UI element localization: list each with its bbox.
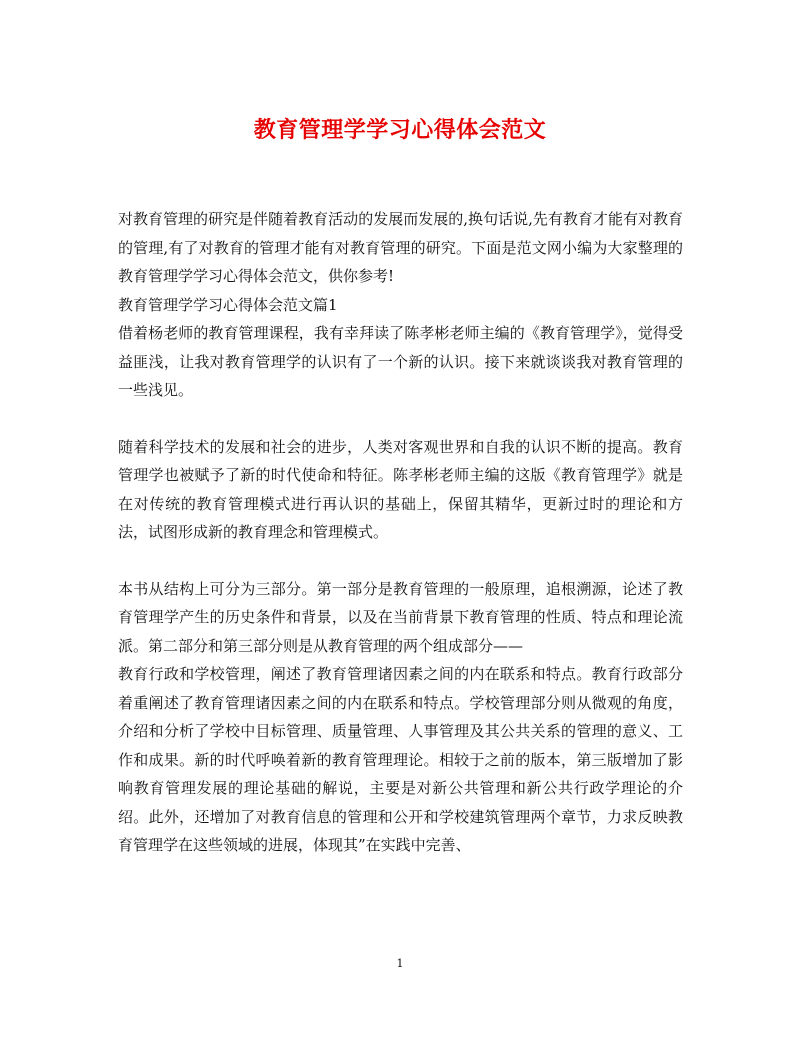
document-body — [118, 205, 683, 860]
document-title: 教育管理学学习心得体会范文 — [253, 117, 547, 143]
body-paragraph-4: 教育行政和学校管理，阐述了教育管理诸因素之间的内在联系和特点。教育行政部分着重阐述了教育管理诸因素之间的内在联系和特点。学校管理部分则从微观的角度，介绍和分析了学校中目标管理、质量管理、人事管理及其公共关系的管理的意义、工作和成果。新的时代呼唤着新的教育管理理论。相较于之前的版本，第三版增加了影响教育管理发展的理论基础的解说，主要是对新公共管理和新公共行政学理论的介绍。此外，还增加了对教育信息的管理和公开和学校建筑管理两个章节，力求反映教育管理学在这些领域的进展，体现其”在实践中完善、 — [118, 665, 683, 854]
body-paragraph-1: 借着杨老师的教育管理课程，我有幸拜读了陈孝彬老师主编的《教育管理学》，觉得受益匪浅，让我对教育管理学的认识有了一个新的认识。接下来就谈谈我对教育管理的一些浅见。 — [118, 324, 683, 399]
paragraph-spacer — [118, 547, 683, 575]
body-paragraph-2: 随着科学技术的发展和社会的进步，人类对客观世界和自我的认识不断的提高。教育管理学也被赋予了新的时代使命和特征。陈孝彬老师主编的这版《教育管理学》就是在对传统的教育管理模式进行再认识的基础上，保留其精华，更新过时的理论和方法，试图形成新的教育理念和管理模式。 — [118, 437, 683, 541]
paragraph-spacer — [118, 405, 683, 433]
section-heading: 教育管理学学习心得体会范文篇1 — [118, 295, 338, 314]
intro-paragraph: 对教育管理的研究是伴随着教育活动的发展而发展的,换句话说,先有教育才能有对教育的管理,有了对教育的管理才能有对教育管理的研究。下面是范文网小编为大家整理的教育管理学学习心得体会范文，供你参考! — [118, 210, 683, 285]
page-number: 1 — [396, 957, 404, 970]
body-paragraph-3: 本书从结构上可分为三部分。第一部分是教育管理的一般原理，追根溯源，论述了教育管理学产生的历史条件和背景，以及在当前背景下教育管理的性质、特点和理论流派。第二部分和第三部分则是从教育管理的两个组成部分—— — [118, 579, 683, 655]
